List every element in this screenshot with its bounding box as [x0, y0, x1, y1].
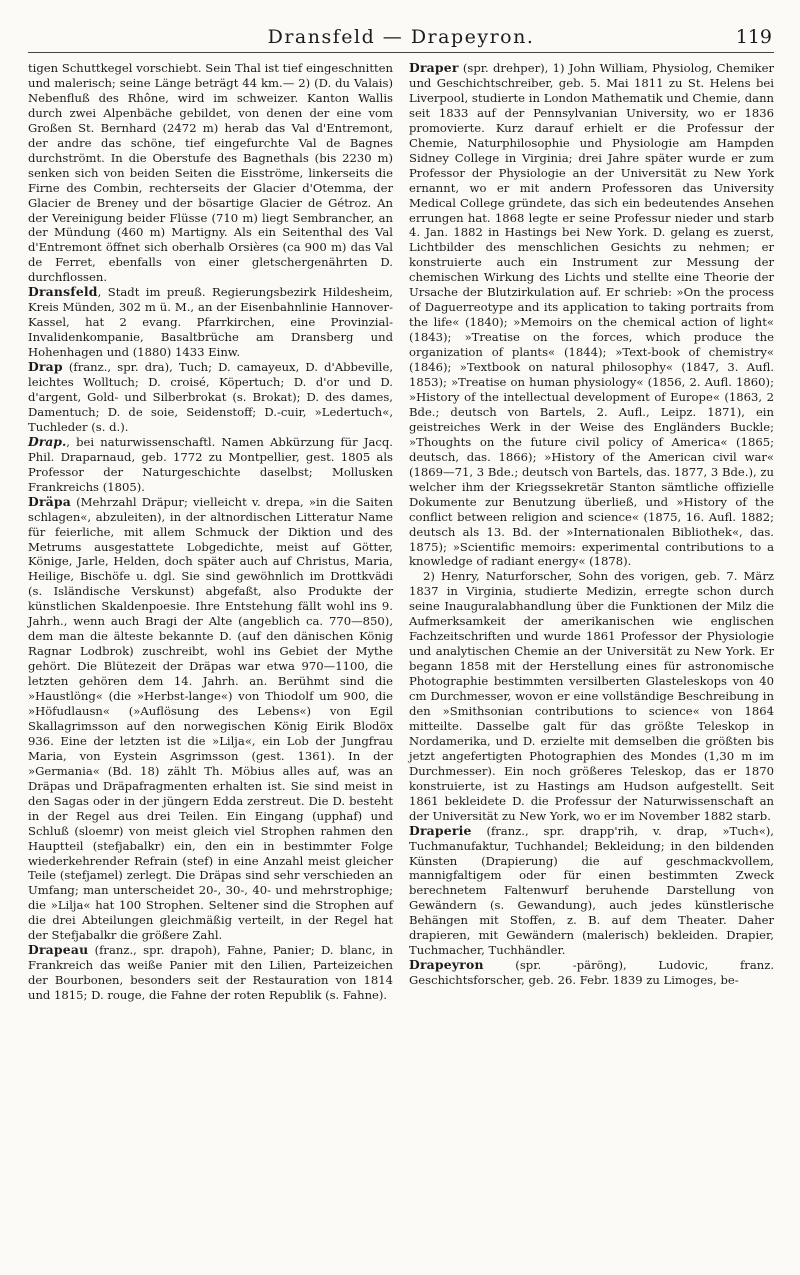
dictionary-entry [28, 285, 393, 360]
entry-headword: Draperie [409, 822, 472, 838]
entry-headword: Drap [28, 359, 63, 375]
dictionary-entry [409, 824, 774, 959]
page-number: 119 [735, 26, 772, 48]
left-column [28, 61, 393, 1003]
entry-text: (spr. drehper), 1) John William, Physiolog, Chemiker und Geschichtschreiber, geb. 5. Mai 1811 zu St. Helens bei Liverpool, studierte in London Mathematik und Chemie, dann seit 1833 auf der Pennsylvanian University, wo er 1836 promovierte. Kurz darauf erhielt er die Professur der Chemie, Naturphilosophie und Physiologie am Hampden Sidney College in Virginia; drei Jahre später wurde er zum Professor der Physiologie an der Universität zu New York ernannt, wo er mit andern Professoren das University Medical College gründete, das sich ein bedeutendes Ansehen errungen hat. 1868 legte er seine Professur nieder und starb 4. Jan. 1882 in Hastings bei New York. D. gelang es zuerst, Lichtbilder des menschlichen Gesichts zu nehmen; er konstruierte auch ein Instrument zur Messung der chemischen Wirkung des Lichts und stellte eine Theorie der Ursache der Blutzirkulation auf. Er schrieb: »On the process of Daguerreotype and its application to taking portraits from the life« (1840); »Memoirs on the chemical action of light« (1843); »Treatise on the forces, which produce the organization of plants« (1844); »Text-book of chemistry« (1846); »Textbook on natural philosophy« (1847, 3. Aufl. 1853); »Treatise on human physiology« (1856, 2. Aufl. 1860); »History of the intellectual development of Europe« (1863, 2 Bde.; deutsch von Bartels, 2. Aufl., Leipz. 1871), ein geistreiches Werk in der Weise des Engländers Buckle; »Thoughts on the future civil policy of America« (1865; deutsch, das. 1866); »History of the American civil war« (1869—71, 3 Bde.; deutsch von Bartels, das. 1877, 3 Bde.), zu welcher ihm der Kriegssekretär Stanton sämtliche offizielle Dokumente zur Benutzung überließ, und »History of the conflict between religion and science« (1875, 16. Aufl. 1882; deutsch als 13. Bd. der »Internationalen Bibliothek«, das. 1875); »Scientific memoirs: experimental contributions to a knowledge of radiant energy« (1878). [409, 61, 774, 569]
dictionary-entry [28, 435, 393, 495]
entry-headword: Drap. [28, 433, 67, 449]
dictionary-entry [28, 360, 393, 435]
entry-text: , Stadt im preuß. Regierungsbezirk Hildesheim, Kreis Münden, 302 m ü. M., an der Eisenbahnlinie Hannover-Kassel, hat 2 evang. Pfarrkirchen, eine Provinzial-Invalidenkompanie, Basaltbrüche am Dransberg und Hohenhagen und (1880) 1433 Einw. [28, 285, 393, 360]
entry-text: (spr. -päröng), Ludovic, franz. Geschichtsforscher, geb. 26. Febr. 1839 zu Limoges, be- [409, 958, 774, 988]
entry-headword: Dräpa [28, 493, 71, 509]
entry-headword: Dransfeld [28, 284, 98, 300]
entry-headword: Drapeau [28, 942, 89, 958]
running-head: Dransfeld — Drapeyron. [267, 26, 535, 48]
dictionary-entry [409, 958, 774, 988]
right-column [409, 61, 774, 1003]
entry-text: 2) Henry, Naturforscher, Sohn des vorigen, geb. 7. März 1837 in Virginia, studierte Medizin, erregte schon durch seine Inauguralabhandlung über die Funktionen der Milz die Aufmerksamkeit der amerikanischen wie englischen Fachzeitschriften und wurde 1861 Professor der Physiologie und analytischen Chemie an der Universität zu New York. Er begann 1858 mit der Herstellung eines für astronomische Photographie bestimmten versilberten Glasteleskops von 40 cm Durchmesser, wovon er eine vollständige Beschreibung in den »Smithsonian contributions to science« von 1864 mitteilte. Dasselbe galt für das größte Teleskop in Nordamerika, und D. erzielte mit demselben die größten bis jetzt angefertigten Photographien des Mondes (1,30 m im Durchmesser). Ein noch größeres Teleskop, das er 1870 konstruierte, ist zu Hastings am Hudson aufgestellt. Seit 1861 bekleidete D. die Professur der Naturwissenschaft an der Universität zu New York, wo er im November 1882 starb. [409, 569, 774, 823]
entry-text: (franz., spr. drapoh), Fahne, Panier; D. blanc, in Frankreich das weiße Panier mit den Lilien, Parteizeichen der Bourbonen, besonders seit der Restauration von 1814 und 1815; D. rouge, die Fahne der roten Republik (s. Fahne). [28, 943, 393, 1003]
dictionary-entry [28, 943, 393, 1003]
entry-text: tigen Schuttkegel vorschiebt. Sein Thal ist tief eingeschnitten und malerisch; seine Länge beträgt 44 km.— 2) (D. du Valais) Nebenfluß des Rhône, wird im schweizer. Kanton Wallis durch zwei Alpenbäche gebildet, von denen der eine vom Großen St. Bernhard (2472 m) herab das Val d'Entremont, der andre das schöne, tief eingefurchte Val de Bagnes durchströmt. In die Oberstufe des Bagnethals (bis 2230 m) senken sich von beiden Seiten die Eisströme, linkerseits die Firne des Combin, rechterseits der Glacier d'Otemma, der Glacier de Breney und der bösartige Glacier de Gétroz. An der Vereinigung beider Flüsse (710 m) liegt Sembrancher, an der Mündung (460 m) Martigny. Als ein Seitenthal des Val d'Entremont öffnet sich oberhalb Orsières (ca 900 m) das Val de Ferret, ebenfalls von einer gletschergenährten D. durchflossen. [28, 61, 393, 285]
entry-text: (franz., spr. dra), Tuch; D. camayeux, D. d'Abbeville, leichtes Wolltuch; D. croisé, Köpertuch; D. d'or und D. d'argent, Gold- und Silberbrokat (s. Brokat); D. des dames, Damentuch; D. de soie, Seidenstoff; D.-cuir, »Ledertuch«, Tuchleder (s. d.). [28, 360, 393, 434]
entry-headword: Draper [409, 60, 459, 75]
entry-text: , bei naturwissenschaftl. Namen Abkürzung für Jacq. Phil. Draparnaud, geb. 1772 zu Montpellier, gest. 1805 als Professor der Naturgeschichte daselbst; Mollusken Frankreichs (1805). [28, 434, 393, 494]
entry-headword: Drapeyron [409, 957, 484, 973]
entry-text: (franz., spr. drapp'rih, v. drap, »Tuch«), Tuchmanufaktur, Tuchhandel; Bekleidung; in den bildenden Künsten (Drapierung) die auf geschmackvollem, mannigfaltigem oder für einen bestimmten Zweck berechnetem Faltenwurf beruhende Darstellung von Gewändern (s. Gewandung), auch jedes künstlerische Behängen mit Stoffen, z. B. auf dem Theater. Daher drapieren, mit Gewändern (malerisch) bekleiden. Drapier, Tuchmacher, Tuchhändler. [409, 823, 774, 958]
entry-text: (Mehrzahl Dräpur; vielleicht v. drepa, »in die Saiten schlagen«, abzuleiten), in der altnordischen Litteratur Name für feierliche, mit allem Schmuck der Diktion und des Metrums ausgestattete Lobgedichte, meist auf Götter, Könige, Jarle, Helden, doch später auch auf Christus, Maria, Heilige, Bischöfe u. dgl. Sie sind gewöhnlich im Drottkvädi (s. Isländische Verskunst) abgefaßt, also Produkte der künstlichen Skaldenpoesie. Ihre Entstehung fällt wohl ins 9. Jahrh., wenn auch Bragi der Alte (angeblich ca. 770—850), dem man die älteste bekannte D. (auf den dänischen König Ragnar Lodbrok) zuschreibt, wohl ins Gebiet der Mythe gehört. Die Blütezeit der Dräpas war etwa 970—1100, die letzten gehören dem 14. Jahrh. an. Berühmt sind die »Haustlöng« (die »Herbst-lange«) von Thiodolf um 900, die »Höfudlausn« (»Auflösung des Lebens«) von Egil Skallagrimsson auf den norwegischen König Eirik Blodöx 936. Eine der letzten ist die »Lilja«, ein Lob der Jungfrau Maria, von Eystein Asgrimsson (gest. 1361). In der »Germania« (Bd. 18) zählt Th. Möbius alles auf, was an Dräpas und Dräpafragmenten erhalten ist. Sie sind meist in den Sagas oder in der jüngern Edda zerstreut. Die D. besteht in der Regel aus drei Teilen. Ein Eingang (upphaf) und Schluß (sloemr) von meist gleich viel Strophen rahmen den Hauptteil (stefjabalkr) ein, den ein in bestimmter Folge wiederkehrender Refrain (stef) in eine Anzahl meist gleicher Teile (stefjamel) zerlegt. Die Dräpas sind sehr verschieden an Umfang; man unterscheidet 20-, 30-, 40- und mehrstrophige; die »Lilja« hat 100 Strophen. Seltener sind die Strophen auf die drei Abteilungen gleichmäßig verteilt, in der Regel hat der Stefjabalkr die größere Zahl. [28, 494, 393, 943]
dictionary-entry [409, 569, 774, 823]
page-header [28, 22, 774, 53]
dictionary-entry [28, 495, 393, 944]
dictionary-entry [409, 61, 774, 569]
dictionary-entry [28, 61, 393, 285]
